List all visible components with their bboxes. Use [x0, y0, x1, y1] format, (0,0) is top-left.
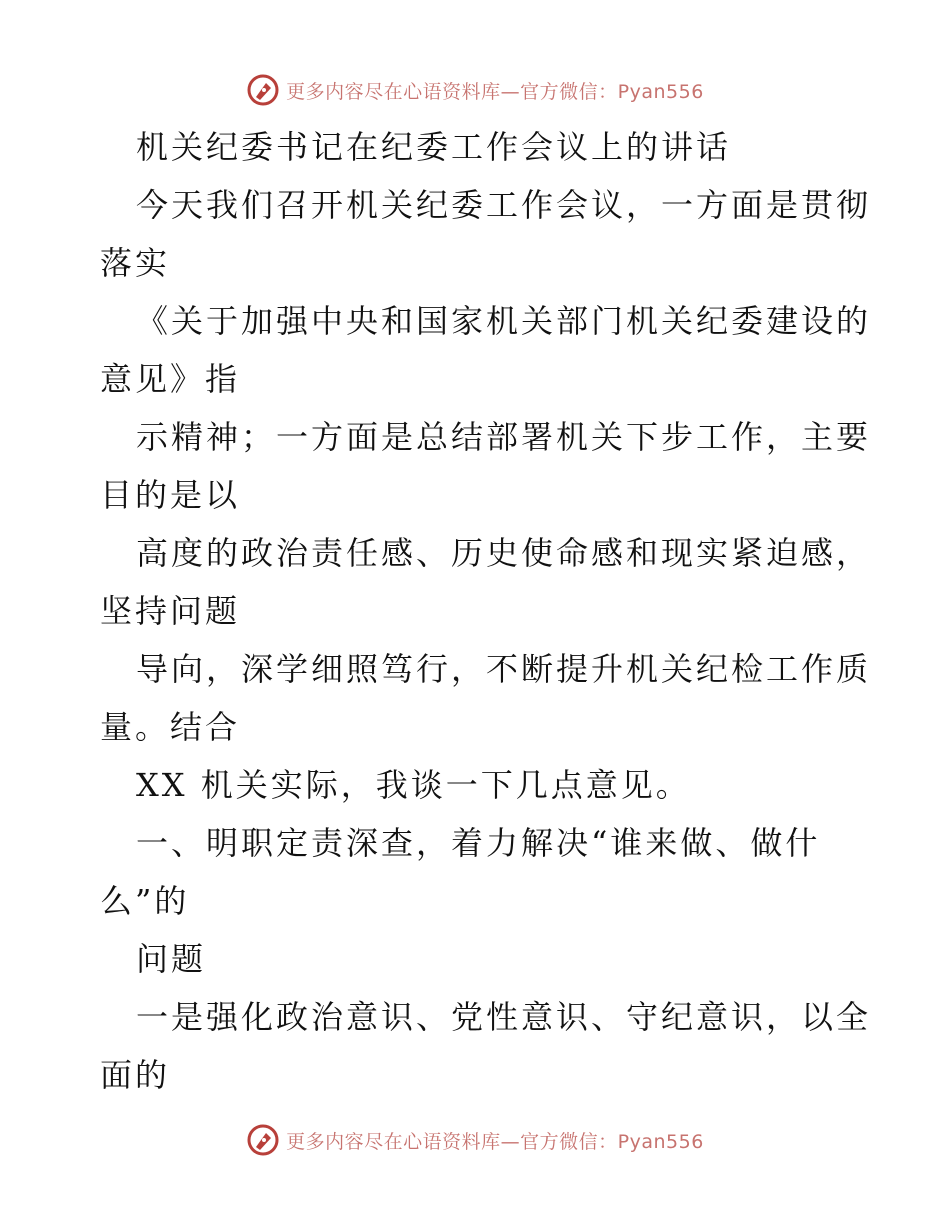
document-body — [100, 118, 872, 1104]
paragraph-line: 量。结合 — [100, 708, 241, 746]
paragraph-line: 问题 — [136, 940, 207, 978]
paragraph-line: 坚持问题 — [100, 592, 241, 630]
paragraph-line: 一、明职定责深查，着力解决“谁来做、做什 — [136, 824, 821, 862]
pen-nib-logo-icon — [246, 73, 280, 107]
paragraph-line: 么”的 — [100, 882, 190, 920]
paragraph-line: 《关于加强中央和国家机关部门机关纪委建设的 — [136, 302, 872, 340]
paragraph-line: 面的 — [100, 1056, 171, 1094]
paragraph-line: 高度的政治责任感、历史使命感和现实紧迫感， — [136, 534, 872, 572]
watermark-text: 更多内容尽在心语资料库—官方微信：Pyan556 — [286, 80, 704, 103]
paragraph-line: 今天我们召开机关纪委工作会议，一方面是贯彻 — [136, 186, 872, 224]
pen-nib-logo-icon — [246, 1123, 280, 1157]
footer-watermark-banner — [0, 1120, 950, 1160]
paragraph-line: 一是强化政治意识、党性意识、守纪意识，以全 — [136, 998, 872, 1036]
paragraph-line: 意见》指 — [100, 360, 241, 398]
watermark-text: 更多内容尽在心语资料库—官方微信：Pyan556 — [286, 1130, 704, 1153]
paragraph-line: 目的是以 — [100, 476, 241, 514]
paragraph-line: XX 机关实际，我谈一下几点意见。 — [136, 766, 691, 804]
header-watermark-banner — [0, 70, 950, 110]
paragraph-line: 机关纪委书记在纪委工作会议上的讲话 — [136, 128, 732, 166]
paragraph-line: 落实 — [100, 244, 171, 282]
paragraph-line: 示精神；一方面是总结部署机关下步工作，主要 — [136, 418, 872, 456]
paragraph-line: 导向，深学细照笃行，不断提升机关纪检工作质 — [136, 650, 872, 688]
